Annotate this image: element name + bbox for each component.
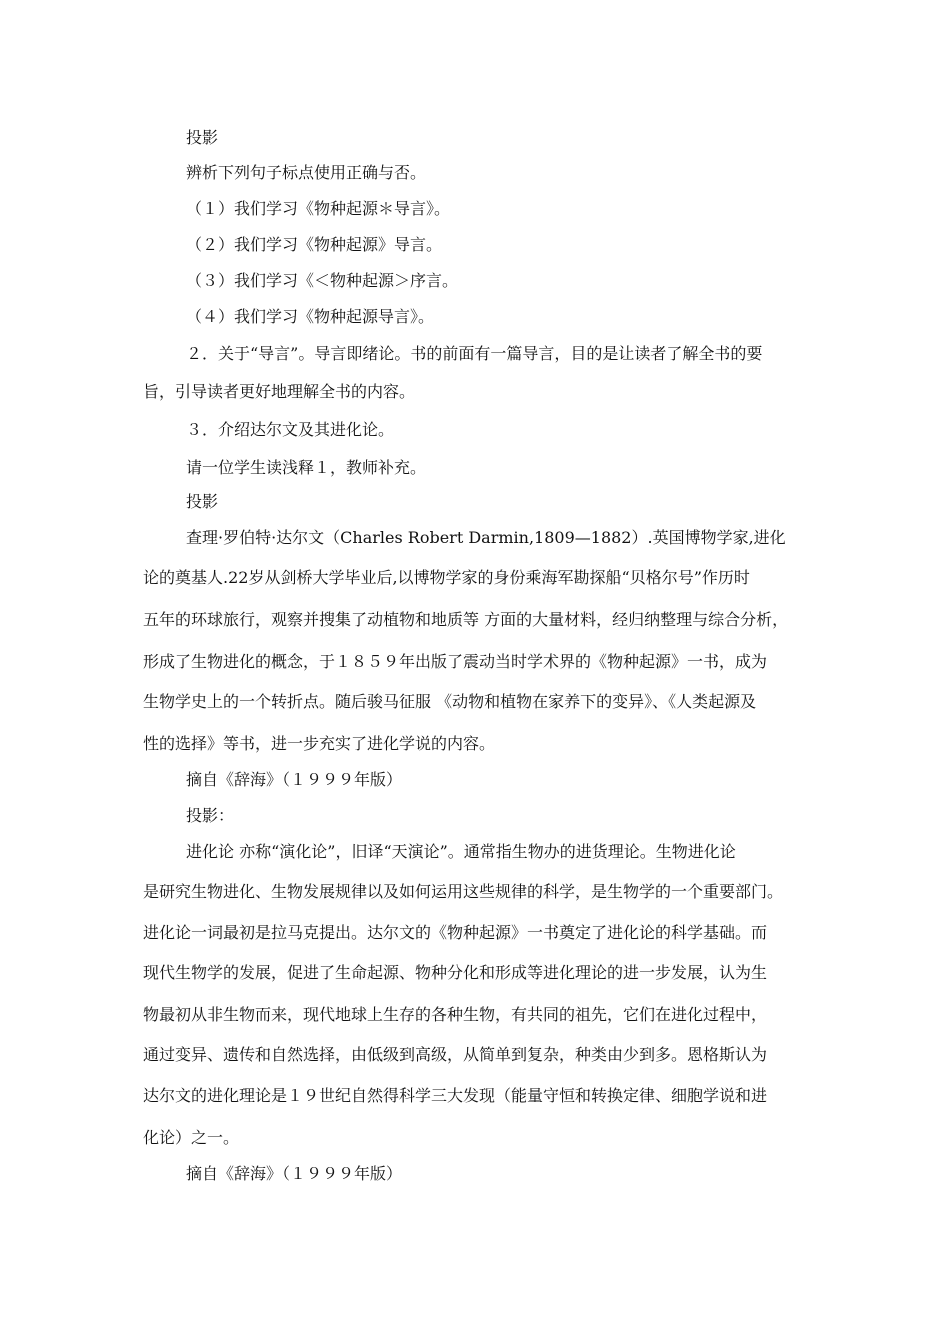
paragraph-line: 性的选择》等书，进一步充实了进化学说的内容。 [143, 734, 496, 753]
paragraph-line: 进化论 亦称“演化论”，旧译“天演论”。通常指生物办的进货理论。生物进化论 [186, 842, 736, 861]
paragraph-line: 论的奠基人.22岁从剑桥大学毕业后,以博物学家的身份乘海军勘探船“贝格尔号”作历时 [143, 568, 750, 587]
exercise-item-1: （１）我们学习《物种起源＊导言》。 [186, 199, 451, 218]
paragraph-line: 通过变异、遗传和自然选择，由低级到高级，从简单到复杂，种类由少到多。恩格斯认为 [143, 1045, 768, 1064]
exercise-item-3: （３）我们学习《＜物种起源＞序言。 [186, 271, 459, 290]
paragraph-line: 进化论一词最初是拉马克提出。达尔文的《物种起源》一书奠定了进化论的科学基础。而 [143, 923, 768, 942]
instruction-line: 请一位学生读浅释１，教师补充。 [186, 458, 427, 477]
paragraph-line: 五年的环球旅行，观察并搜集了动植物和地质等 方面的大量材料，经归纳整理与综合分析， [143, 610, 789, 629]
citation-line: 摘自《辞海》（１９９９年版） [186, 770, 403, 789]
exercise-prompt: 辨析下列句子标点使用正确与否。 [186, 163, 427, 182]
section-heading-darwin: ３．介绍达尔文及其进化论。 [186, 420, 395, 439]
paragraph-line: ２．关于“导言”。导言即绪论。书的前面有一篇导言，目的是让读者了解全书的要 [186, 344, 763, 363]
exercise-item-4: （４）我们学习《物种起源导言》。 [186, 307, 435, 326]
exercise-item-2: （２）我们学习《物种起源》导言。 [186, 235, 443, 254]
paragraph-line: 生物学史上的一个转折点。随后骏马征服 《动物和植物在家养下的变异》、《人类起源及 [143, 692, 757, 711]
citation-line: 摘自《辞海》（１９９９年版） [186, 1164, 403, 1183]
paragraph-line: 是研究生物进化、生物发展规律以及如何运用这些规律的科学，是生物学的一个重要部门。 [143, 882, 784, 901]
paragraph-line: 化论）之一。 [143, 1128, 240, 1147]
paragraph-line: 达尔文的进化理论是１９世纪自然得科学三大发现（能量守恒和转换定律、细胞学说和进 [143, 1086, 768, 1105]
paragraph-line: 旨，引导读者更好地理解全书的内容。 [143, 382, 416, 401]
heading-projection-2: 投影 [186, 492, 219, 511]
heading-projection-3: 投影： [186, 806, 235, 825]
paragraph-line: 形成了生物进化的概念，于１８５９年出版了震动当时学术界的《物种起源》一书，成为 [143, 652, 768, 671]
paragraph-line: 物最初从非生物而来，现代地球上生存的各种生物，有共同的祖先，它们在进化过程中， [143, 1005, 768, 1024]
paragraph-line: 现代生物学的发展，促进了生命起源、物种分化和形成等进化理论的进一步发展，认为生 [143, 963, 768, 982]
paragraph-line: 查理·罗伯特·达尔文（Charles Robert Darmin,1809—1882）.英国博物学家,进化 [186, 528, 786, 547]
heading-projection-1: 投影 [186, 128, 219, 147]
